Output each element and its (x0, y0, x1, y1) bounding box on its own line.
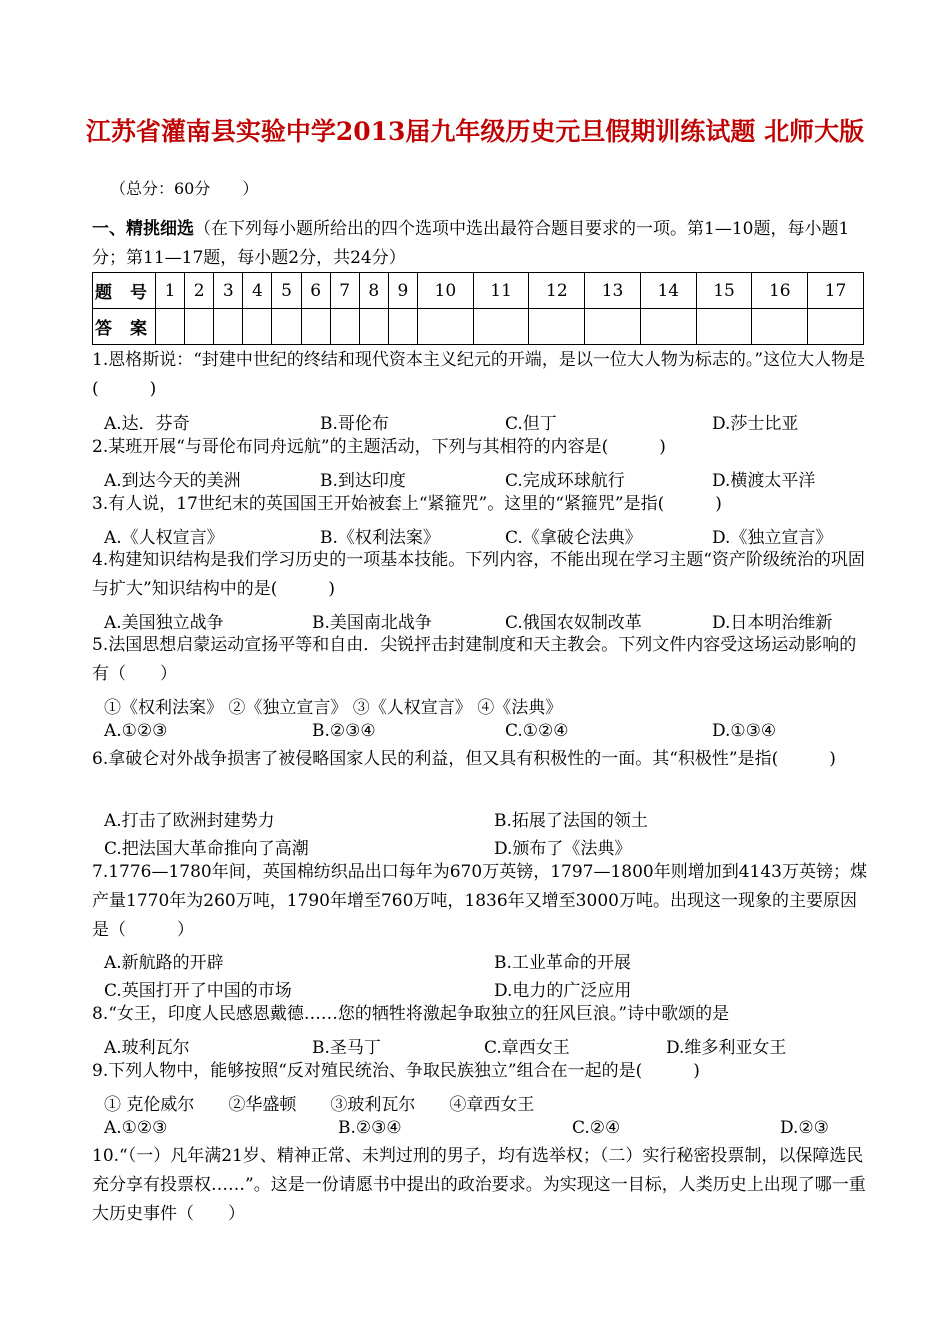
answer-cell[interactable] (585, 309, 641, 345)
q5-items: ①《权利法案》 ②《独立宣言》 ③《人权宣言》 ④《法典》 (104, 698, 563, 718)
q4-option-b: B.美国南北战争 (312, 613, 432, 633)
answer-cell[interactable] (214, 309, 243, 345)
total-score: （总分：60分 ） (110, 179, 259, 198)
q2-option-b: B.到达印度 (320, 471, 406, 491)
answer-cell[interactable] (752, 309, 808, 345)
col-number: 7 (330, 273, 359, 309)
q3-option-d: D.《独立宣言》 (712, 528, 833, 548)
col-number: 10 (417, 273, 473, 309)
answer-cell[interactable] (185, 309, 214, 345)
question-5-stem: 5.法国思想启蒙运动宣扬平等和自由．尖锐抨击封建制度和天主教会。下列文件内容受这场运动影响的有（ ） (92, 635, 857, 684)
q2-option-a: A.到达今天的美洲 (104, 471, 241, 491)
answer-table-answer-row (93, 309, 864, 345)
q3-option-b: B.《权利法案》 (320, 528, 440, 548)
q6-option-b: B.拓展了法国的领土 (494, 811, 648, 831)
q9-option-d: D.②③ (780, 1118, 829, 1138)
question-6-stem: 6.拿破仑对外战争损害了被侵略国家人民的利益，但又具有积极性的一面。其“积极性”是指( ) (92, 749, 836, 769)
q1-option-c: C.但丁 (505, 414, 557, 434)
answer-cell[interactable] (417, 309, 473, 345)
q7-option-d: D.电力的广泛应用 (494, 981, 632, 1001)
q7-option-c: C.英国打开了中国的市场 (104, 981, 292, 1001)
q2-option-c: C.完成环球航行 (505, 471, 625, 491)
q5-option-b: B.②③④ (312, 721, 376, 741)
answer-cell[interactable] (359, 309, 388, 345)
question-8-stem: 8.“女王，印度人民感恩戴德……您的牺牲将激起争取独立的狂风巨浪。”诗中歌颂的是 (92, 1004, 730, 1024)
col-number: 12 (529, 273, 585, 309)
question-10-stem: 10.“（一）凡年满21岁、精神正常、未判过刑的男子，均有选举权；（二）实行秘密投票制，以保障选民充分享有投票权……”。这是一份请愿书中提出的政治要求。为实现这一目标，人类历史上出现了哪一重大历史事件（ ） (92, 1146, 866, 1224)
q1-option-b: B.哥伦布 (320, 414, 389, 434)
section-title: 一、精挑细选 (92, 219, 194, 239)
col-number: 2 (185, 273, 214, 309)
answer-cell[interactable] (243, 309, 272, 345)
q7-option-a: A.新航路的开辟 (104, 953, 224, 973)
q7-option-b: B.工业革命的开展 (494, 953, 631, 973)
q8-option-d: D.维多利亚女王 (666, 1038, 787, 1058)
col-number: 8 (359, 273, 388, 309)
col-number: 3 (214, 273, 243, 309)
q5-option-d: D.①③④ (712, 721, 777, 741)
question-1-stem: 1.恩格斯说：“封建中世纪的终结和现代资本主义纪元的开端，是以一位大人物为标志的。”这位大人物是( ) (92, 350, 866, 399)
q5-option-a: A.①②③ (104, 721, 168, 741)
answer-cell[interactable] (156, 309, 185, 345)
q9-option-a: A.①②③ (104, 1118, 168, 1138)
q2-option-d: D.横渡太平洋 (712, 471, 816, 491)
row-label-answer: 答 案 (93, 309, 156, 345)
question-7-stem: 7.1776—1780年间，英国棉纺织品出口每年为670万英镑，1797—1800年则增加到4143万英镑；煤产量1770年为260万吨，1790年增至760万吨，1836年又增至3000万吨。出现这一现象的主要原因是（ ） (92, 862, 867, 940)
q4-option-a: A.美国独立战争 (104, 613, 224, 633)
col-number: 11 (473, 273, 529, 309)
answer-cell[interactable] (330, 309, 359, 345)
q1-option-a: A.达．芬奇 (104, 414, 190, 434)
q6-option-a: A.打击了欧洲封建势力 (104, 811, 275, 831)
question-2-stem: 2.某班开展“与哥伦布同舟远航”的主题活动，下列与其相符的内容是( ) (92, 437, 666, 457)
col-number: 9 (388, 273, 417, 309)
q4-option-d: D.日本明治维新 (712, 613, 833, 633)
q9-option-b: B.②③④ (338, 1118, 402, 1138)
question-9-stem: 9.下列人物中，能够按照“反对殖民统治、争取民族独立”组合在一起的是( ) (92, 1061, 700, 1081)
row-label-number: 题 号 (93, 273, 156, 309)
q8-option-c: C.章西女王 (484, 1038, 570, 1058)
section-instructions: （在下列每小题所给出的四个选项中选出最符合题目要求的一项。第1—10题，每小题1分；第11—17题，每小题2分，共24分） (92, 219, 850, 268)
q1-option-d: D.莎士比亚 (712, 414, 799, 434)
col-number: 6 (301, 273, 330, 309)
q5-option-c: C.①②④ (505, 721, 569, 741)
q8-option-a: A.玻利瓦尔 (104, 1038, 190, 1058)
col-number: 15 (696, 273, 752, 309)
page-title: 江苏省灌南县实验中学2013届九年级历史元旦假期训练试题 北师大版 (85, 117, 865, 146)
section-heading (92, 215, 872, 273)
q4-option-c: C.俄国农奴制改革 (505, 613, 642, 633)
answer-cell[interactable] (696, 309, 752, 345)
q9-items: ① 克伦威尔 ②华盛顿 ③玻利瓦尔 ④章西女王 (104, 1095, 535, 1115)
q6-option-d: D.颁布了《法典》 (494, 839, 632, 859)
answer-cell[interactable] (640, 309, 696, 345)
question-4-stem: 4.构建知识结构是我们学习历史的一项基本技能。下列内容，不能出现在学习主题“资产阶级统治的巩固与扩大”知识结构中的是( ) (92, 550, 865, 599)
answer-cell[interactable] (388, 309, 417, 345)
answer-cell[interactable] (473, 309, 529, 345)
q9-option-c: C.②④ (572, 1118, 621, 1138)
col-number: 17 (808, 273, 864, 309)
q3-option-a: A.《人权宣言》 (104, 528, 224, 548)
col-number: 5 (272, 273, 301, 309)
q8-option-b: B.圣马丁 (312, 1038, 381, 1058)
answer-cell[interactable] (529, 309, 585, 345)
col-number: 13 (585, 273, 641, 309)
q6-option-c: C.把法国大革命推向了高潮 (104, 839, 309, 859)
answer-cell[interactable] (808, 309, 864, 345)
q3-option-c: C.《拿破仑法典》 (505, 528, 642, 548)
answer-table (92, 272, 864, 345)
col-number: 16 (752, 273, 808, 309)
col-number: 4 (243, 273, 272, 309)
question-3-stem: 3.有人说，17世纪末的英国国王开始被套上“紧箍咒”。这里的“紧箍咒”是指( ) (92, 494, 722, 514)
answer-table-number-row (93, 273, 864, 309)
col-number: 14 (640, 273, 696, 309)
answer-cell[interactable] (301, 309, 330, 345)
answer-cell[interactable] (272, 309, 301, 345)
col-number: 1 (156, 273, 185, 309)
